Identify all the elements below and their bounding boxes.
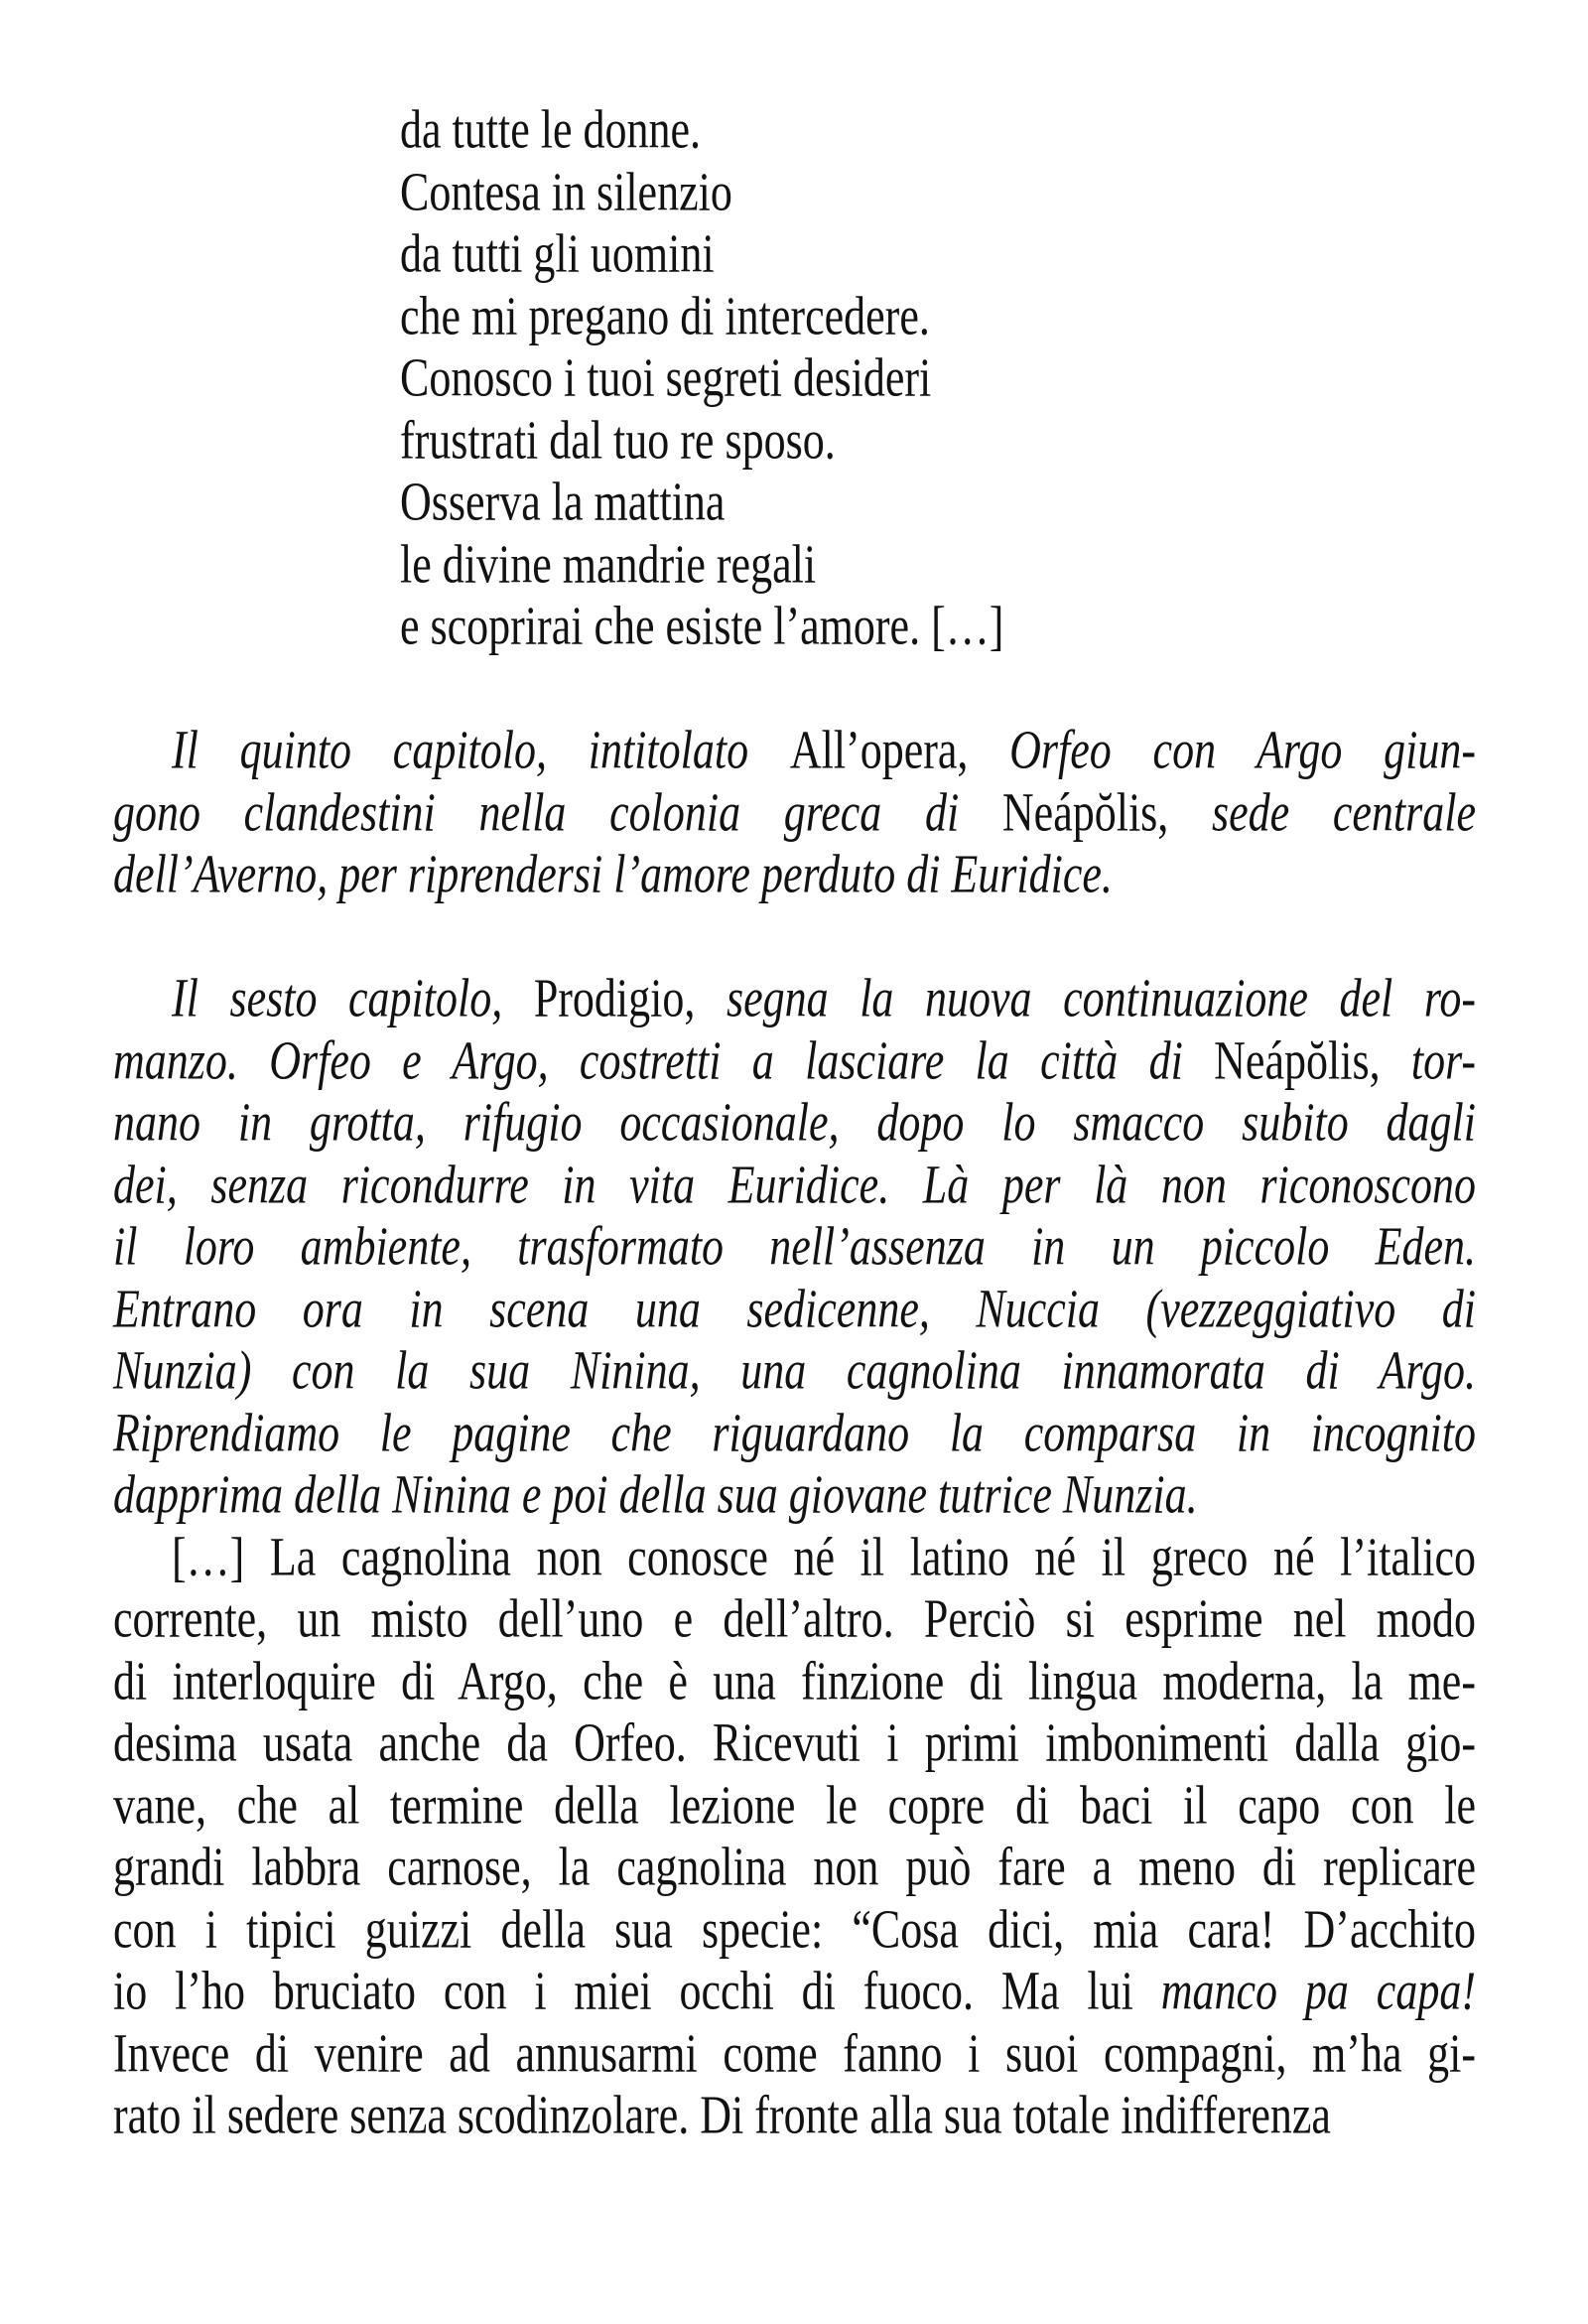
text-segment: Neápŏlis, [1214, 1029, 1381, 1091]
text-block [113, 98, 1476, 2151]
text-segment: corrente, un misto dell’uno e dell’altro. Perciò si esprime nel modo [113, 1587, 1476, 1650]
poem-line: Contesa in silenzio [400, 161, 732, 222]
text-segment: gono clandestini nella colonia greca di [113, 781, 1002, 843]
text-segment: Il sesto capitolo, [172, 967, 534, 1029]
poem-line: frustrati dal tuo re sposo. [400, 409, 836, 471]
text-segment: All’opera, [789, 719, 969, 781]
text-segment: grandi labbra carnose, la cagnolina non può fare a meno di replicare [113, 1836, 1476, 1898]
text-segment: Prodigio, [533, 967, 696, 1029]
text-segment: manzo. Orfeo e Argo, costretti a lasciare la città di [113, 1029, 1215, 1091]
poem-line: che mi pregano di intercedere. [400, 285, 930, 346]
text-segment: Invece di venire ad annusarmi come fanno i suoi compagni, m’ha gi- [113, 2022, 1476, 2084]
text-segment: dapprima della Ninina e poi della sua giovane tutrice Nunzia. [113, 1463, 1198, 1526]
poem-block [113, 98, 1476, 662]
text-segment: Orfeo con Argo giun- [968, 719, 1476, 781]
text-segment: Riprendiamo le pagine che riguardano la comparsa in incognito [113, 1402, 1476, 1463]
paragraph-chapter-six-summary [113, 967, 1476, 1531]
text-segment: vane, che al termine della lezione le copre di baci il capo con le [113, 1774, 1476, 1836]
poem-line: Osserva la mattina [400, 471, 726, 533]
text-segment: dei, senza ricondurre in vita Euridice. Là per là non riconoscono [113, 1154, 1476, 1215]
text-segment: io l’ho bruciato con i miei occhi di fuoco. Ma lui [113, 1960, 1161, 2022]
text-segment: Entrano ora in scena una sedicenne, Nuccia (vezzeggiativo di [113, 1278, 1476, 1339]
text-line [113, 2077, 1476, 2154]
text-segment: Il quinto capitolo, intitolato [172, 719, 790, 781]
poem-line: da tutti gli uomini [400, 222, 715, 285]
text-line [113, 836, 1476, 913]
text-segment: Neápŏlis, [1001, 781, 1169, 843]
paragraph-chapter-five-summary [113, 719, 1476, 910]
text-segment: rato il sedere senza scodinzolare. Di fronte alla sua totale indifferenza [113, 2084, 1331, 2146]
poem-line: da tutte le donne. [400, 98, 702, 161]
text-segment: desima usata anche da Orfeo. Ricevuti i primi imbonimenti dalla gio- [113, 1711, 1476, 1774]
text-segment: con i tipici guizzi della sua specie: “Cosa dici, mia cara! D’acchito [113, 1898, 1476, 1960]
poem-line: e scoprirai che esiste l’amore. […] [400, 595, 1004, 657]
text-segment: di interloquire di Argo, che è una finzione di lingua moderna, la me- [113, 1650, 1476, 1711]
paragraph-excerpt-prose [113, 1526, 1476, 2151]
text-segment: dell’Averno, per riprendersi l’amore perduto di Euridice. [113, 843, 1113, 905]
text-segment: […] La cagnolina non conosce né il latino né il greco né l’italico [172, 1526, 1476, 1587]
text-segment: segna la nuova continuazione del ro- [695, 967, 1476, 1029]
poem-line: le divine mandrie regali [400, 533, 817, 595]
text-segment: nano in grotta, rifugio occasionale, dopo lo smacco subito dagli [113, 1091, 1476, 1154]
text-segment: tor- [1380, 1029, 1476, 1091]
text-segment: manco pa capa! [1160, 1960, 1476, 2022]
text-segment: Nunzia) con la sua Ninina, una cagnolina innamorata di Argo. [113, 1339, 1476, 1402]
text-segment: il loro ambiente, trasformato nell’assenza in un piccolo Eden. [113, 1215, 1476, 1278]
text-segment: sede centrale [1168, 781, 1476, 843]
poem-line: Conosco i tuoi segreti desideri [400, 346, 932, 409]
